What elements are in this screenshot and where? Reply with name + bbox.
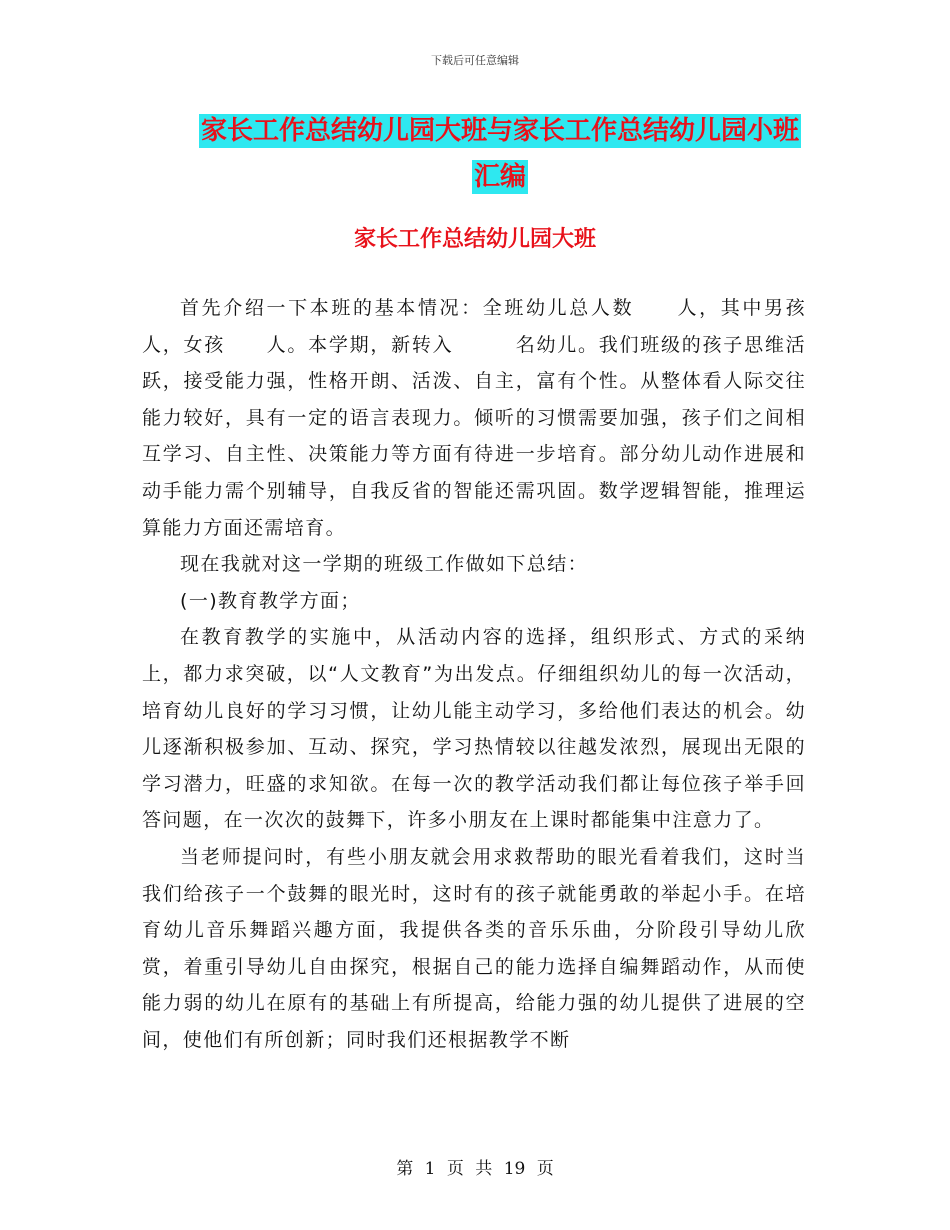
page-footer: 第 1 页 共 19 页 — [396, 1159, 554, 1179]
document-title — [190, 108, 810, 200]
section-title: 家长工作总结幼儿园大班 — [353, 227, 596, 252]
paragraph-questions: 当老师提问时，有些小朋友就会用求救帮助的眼光看着我们，这时当我们给孩子一个鼓舞的眼光时，这时有的孩子就能勇敢的举起小手。在培育幼儿音乐舞蹈兴趣方面，我提供各类的音乐乐曲，分阶段引导幼儿欣赏，着重引导幼儿自由探究，根据自己的能力选择自编舞蹈动作，从而使能力弱的幼儿在原有的基础上有所提高，给能力强的幼儿提供了进展的空间，使他们有所创新；同时我们还根据教学不断 — [142, 845, 806, 1051]
paragraph-subheading-teaching: (一)教育教学方面； — [180, 589, 361, 612]
paragraph-intro: 首先介绍一下本班的基本情况：全班幼儿总人数 人，其中男孩 人，女孩 人。本学期，新转入 名幼儿。我们班级的孩子思维活跃，接受能力强，性格开朗、活泼、自主，富有个性。从整体看人际交往能力较好，具有一定的语言表现力。倾听的习惯需要加强，孩子们之间相互学习、自主性、决策能力等方面有待进一步培育。部分幼儿动作进展和动手能力需个别辅导，自我反省的智能还需巩固。数学逻辑智能，推理运算能力方面还需培育。 — [142, 297, 847, 539]
document-body — [142, 290, 847, 1058]
paragraph-summary-lead: 现在我就对这一学期的班级工作做如下总结： — [180, 553, 589, 576]
header-note: 下载后可任意编辑 — [431, 54, 519, 67]
document-title-text: 家长工作总结幼儿园大班与家长工作总结幼儿园小班汇编 — [200, 116, 799, 192]
paragraph-teaching: 在教育教学的实施中，从活动内容的选择，组织形式、方式的采纳上，都力求突破，以“人文教育”为出发点。仔细组织幼儿的每一次活动，培育幼儿良好的学习习惯，让幼儿能主动学习，多给他们表达的机会。幼儿逐渐积极参加、互动、探究，学习热情较以往越发浓烈，展现出无限的学习潜力，旺盛的求知欲。在每一次的教学活动我们都让每位孩子举手回答问题，在一次次的鼓舞下，许多小朋友在上课时都能集中注意力了。 — [142, 626, 806, 832]
